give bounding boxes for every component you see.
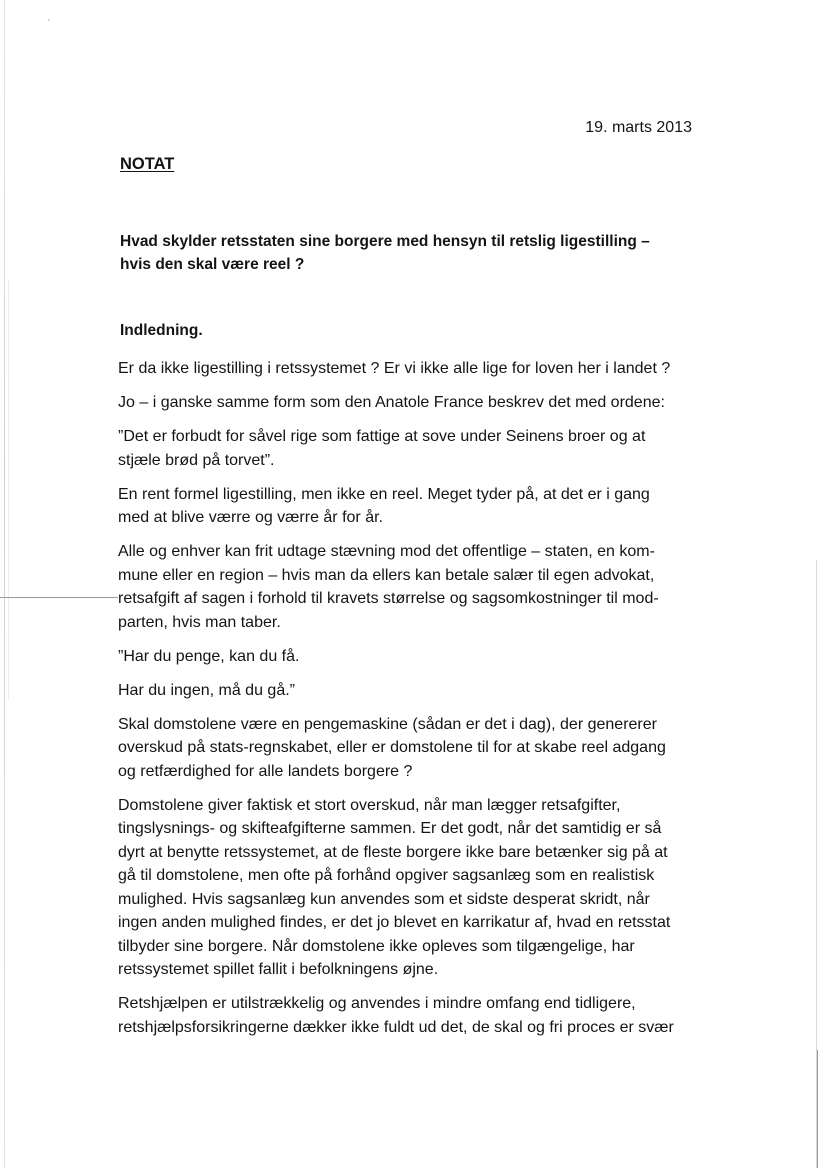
paragraph-line: Skal domstolene være en pengemaskine (sådan er det i dag), der genererer — [118, 715, 657, 733]
document-heading: NOTAT — [120, 155, 175, 173]
paragraph-line: tingslysnings- og skifteafgifterne sammen. Er det godt, når det samtidig er så — [118, 820, 662, 837]
paragraph-line: Er da ikke ligestilling i retssystemet ? Er vi ikke alle lige for loven her i landet ? — [118, 360, 671, 377]
scan-edge-right-dark — [817, 1050, 818, 1168]
paragraph-line: Domstolene giver faktisk et stort overskud, når man lægger retsafgifter, — [118, 796, 621, 814]
paragraph — [118, 679, 698, 703]
paragraph-line: retshjælpsforsikringerne dækker ikke fuldt ud det, de skal og fri proces er svær — [118, 1018, 674, 1036]
paragraph-line: mune eller en region – hvis man da ellers kan betale salær til egen advokat, — [118, 566, 655, 584]
paragraph — [118, 357, 698, 381]
paragraph — [118, 483, 698, 530]
paragraph-line: ”Har du penge, kan du få. — [118, 647, 300, 665]
paragraph-line: Jo – i ganske samme form som den Anatole France beskrev det med ordene: — [118, 394, 665, 411]
scan-edge-left-faint — [8, 280, 9, 700]
paragraph-line: retssystemet spillet fallit i befolkningens øjne. — [118, 961, 439, 978]
paragraph — [118, 645, 698, 669]
subject-line: Hvad skylder retsstaten sine borgere med hensyn til retslig ligestilling – — [120, 233, 650, 250]
paragraph-line: retsafgift af sagen i forhold til kravets størrelse og sagsomkostninger til mod- — [118, 590, 659, 607]
scan-speck — [48, 19, 50, 21]
scan-edge-left — [4, 0, 5, 1168]
paragraph-line: stjæle brød på torvet”. — [118, 451, 275, 469]
paragraph-line: En rent formel ligestilling, men ikke en reel. Meget tyder på, at det er i gang — [118, 485, 650, 503]
paragraph-line: overskud på stats-regnskabet, eller er domstolene til for at skabe reel adgang — [118, 739, 666, 756]
paragraph — [118, 992, 698, 1039]
scan-margin-line — [0, 597, 118, 598]
paragraph-line: med at blive værre og værre år for år. — [118, 509, 383, 526]
paragraph-line: parten, hvis man taber. — [118, 613, 281, 631]
paragraph-line: gå til domstolene, men ofte på forhånd opgiver sagsanlæg som en realistisk — [118, 867, 655, 884]
document-subject — [120, 230, 700, 276]
paragraph-line: dyrt at benytte retssystemet, at de fleste borgere ikke bare betænker sig på at — [118, 843, 668, 861]
paragraph — [118, 794, 698, 982]
document-body — [118, 357, 698, 1050]
paragraph — [118, 713, 698, 784]
subject-line: hvis den skal være reel ? — [120, 256, 305, 273]
paragraph-line: Har du ingen, må du gå.” — [118, 681, 295, 699]
document-date: 19. marts 2013 — [585, 119, 692, 136]
section-title: Indledning. — [120, 322, 203, 339]
paragraph-line: mulighed. Hvis sagsanlæg kun anvendes som et sidste desperat skridt, når — [118, 890, 650, 908]
paragraph-line: ingen anden mulighed findes, er det jo blevet en karrikatur af, hvad en retsstat — [118, 914, 671, 931]
paragraph-line: Alle og enhver kan frit udtage stævning mod det offentlige – staten, en kom- — [118, 543, 655, 560]
paragraph — [118, 540, 698, 634]
paragraph-line: ”Det er forbudt for såvel rige som fattige at sove under Seinens broer og at — [118, 428, 646, 445]
paragraph — [118, 425, 698, 472]
paragraph-line: tilbyder sine borgere. Når domstolene ikke opleves som tilgængelige, har — [118, 937, 635, 955]
paragraph-line: Retshjælpen er utilstrækkelig og anvendes i mindre omfang end tidligere, — [118, 995, 636, 1012]
paragraph — [118, 391, 698, 415]
paragraph-line: og retfærdighed for alle landets borgere ? — [118, 762, 413, 780]
